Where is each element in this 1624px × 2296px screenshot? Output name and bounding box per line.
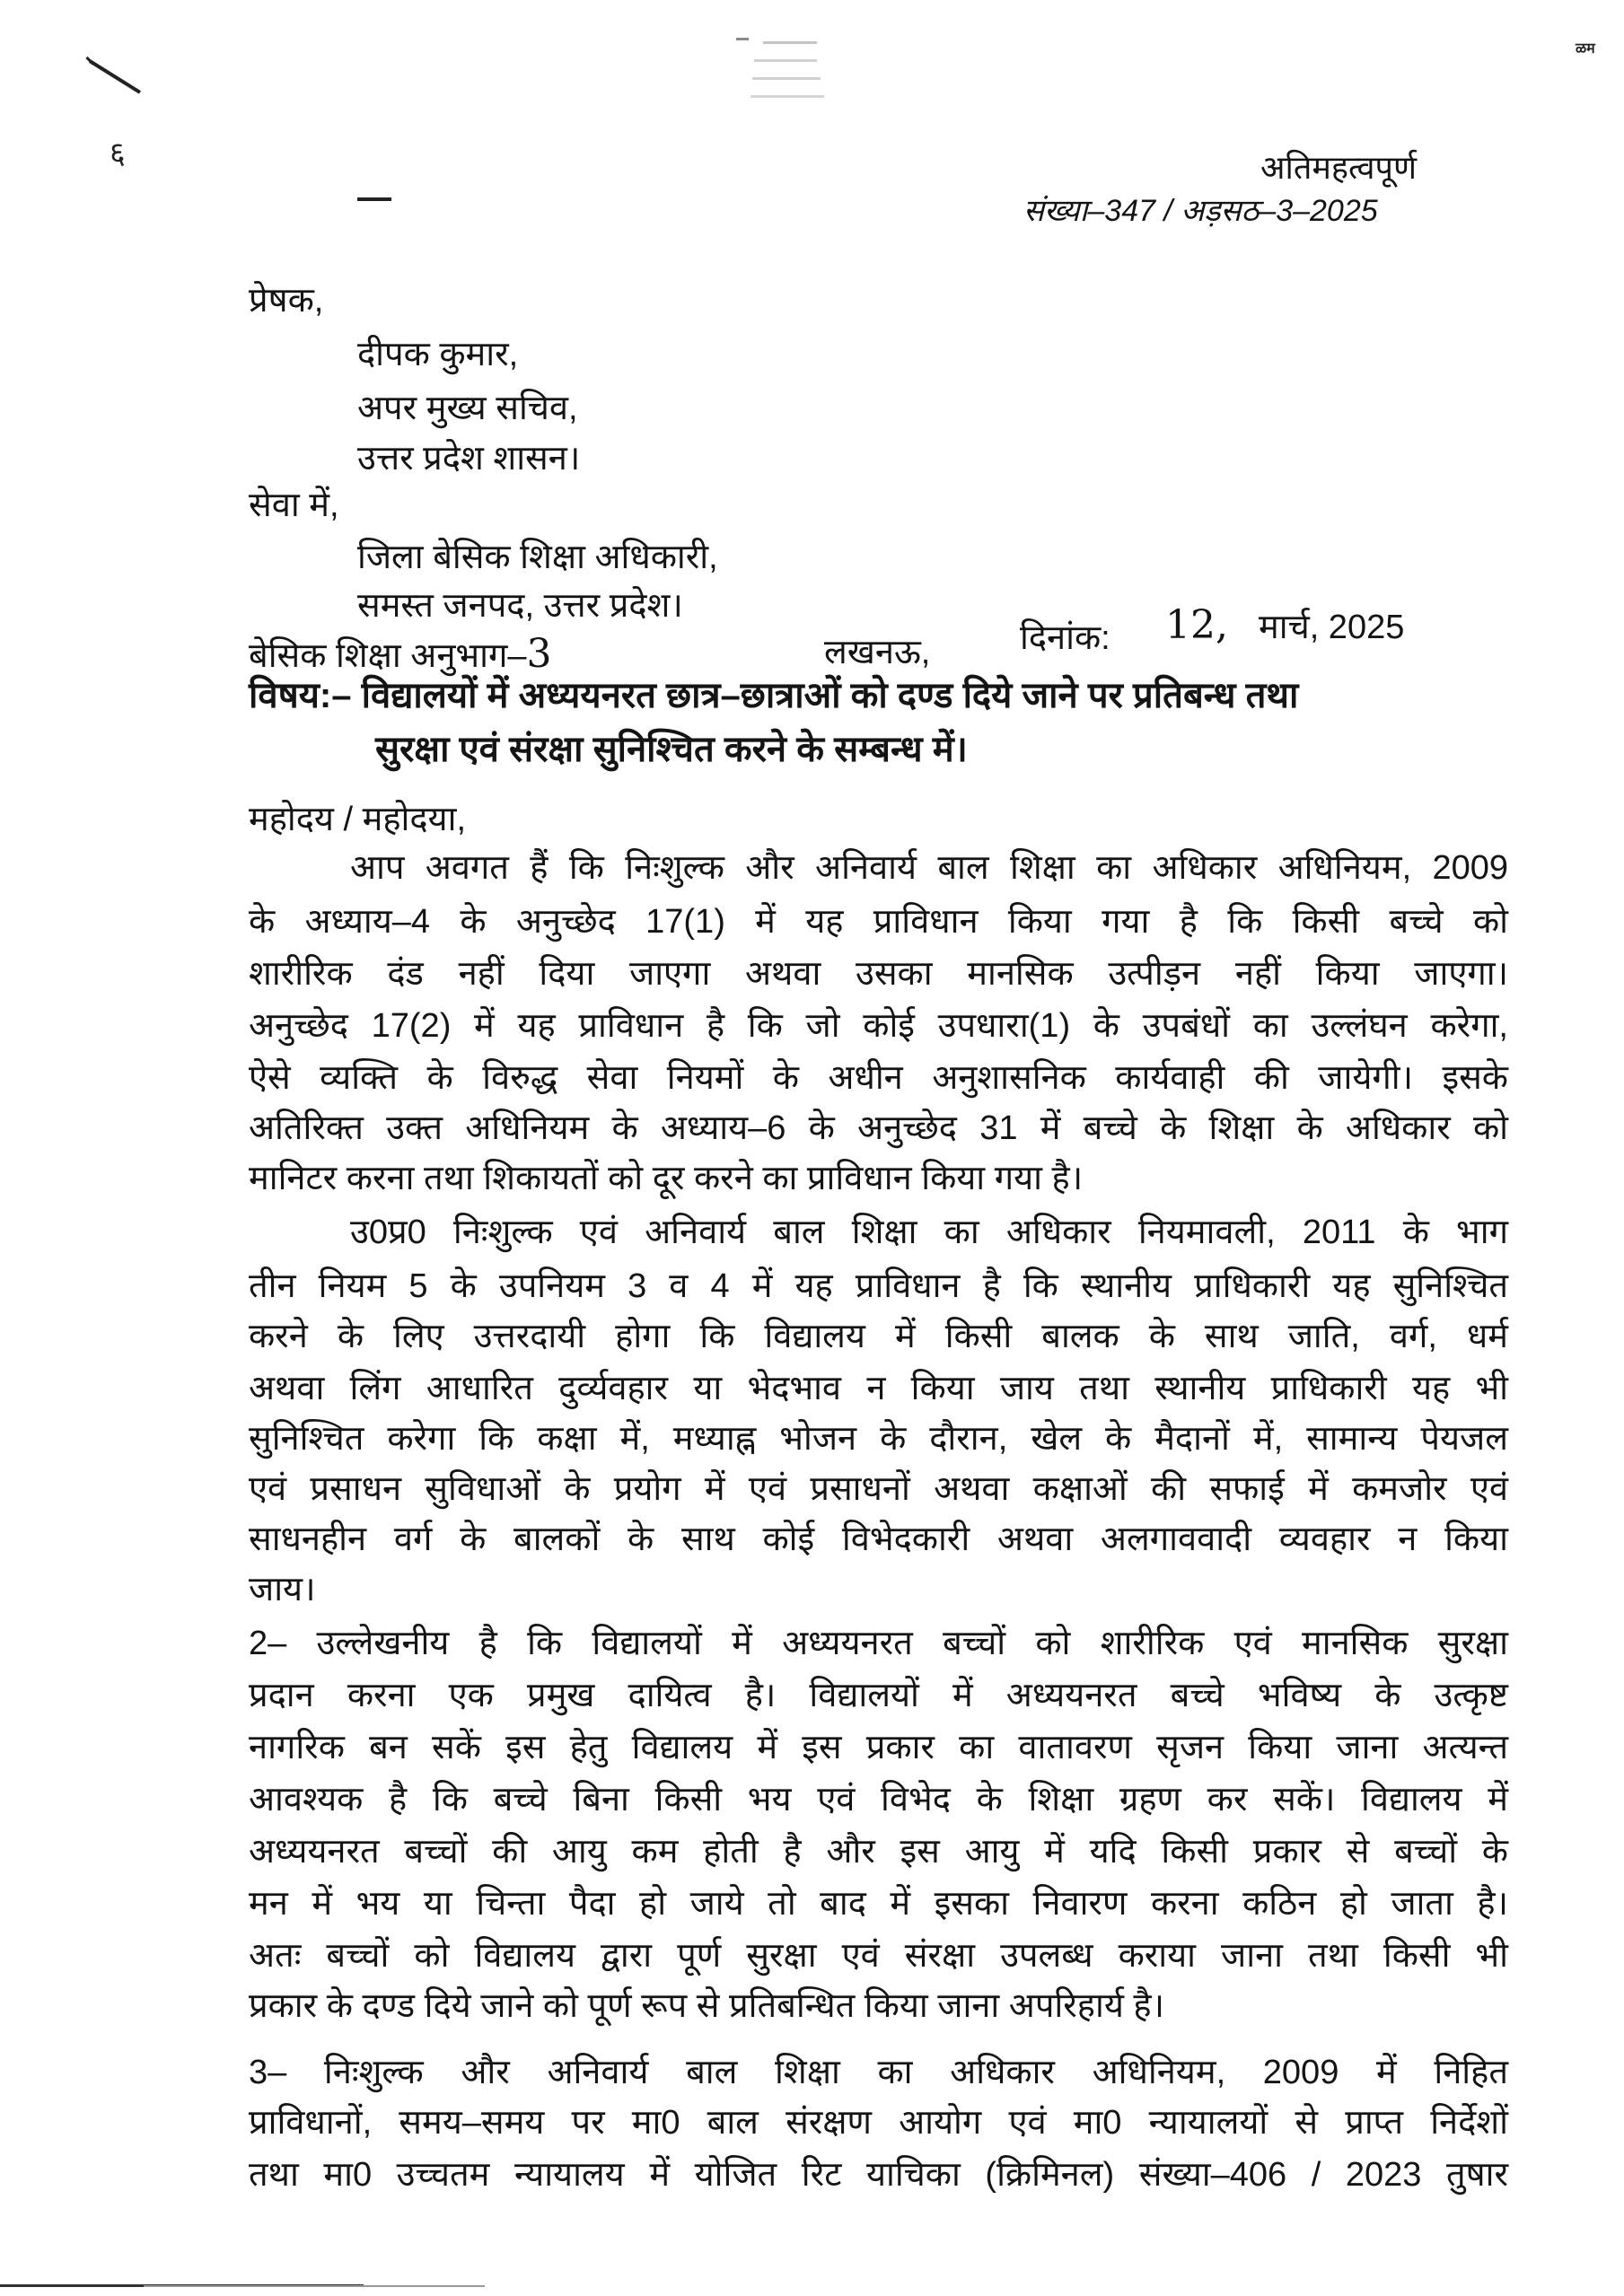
paragraph-line: के अध्याय–4 के अनुच्छेद 17(1) में यह प्राविधान किया गया है कि किसी बच्चे को <box>249 903 1508 941</box>
sender-label: प्रेषक, <box>249 282 324 320</box>
paragraph-line: आवश्यक है कि बच्चे बिना किसी भय एवं विभेद के शिक्षा ग्रहण कर सकें। विद्यालय में <box>249 1781 1508 1818</box>
place: लखनऊ, <box>824 634 931 671</box>
paragraph-line: आप अवगत हैं कि निःशुल्क और अनिवार्य बाल शिक्षा का अधिकार अधिनियम, 2009 <box>350 849 1508 887</box>
corner-mark: ळम <box>1576 41 1595 57</box>
paragraph-line: तीन नियम 5 के उपनियम 3 व 4 में यह प्राविधान है कि स्थानीय प्राधिकारी यह सुनिश्चित <box>249 1267 1508 1305</box>
date-day: 12, <box>1165 602 1228 648</box>
paragraph-line: नागरिक बन सकें इस हेतु विद्यालय में इस प्रकार का वातावरण सृजन किया जाना अत्यन्त <box>249 1729 1508 1766</box>
subject-line-2: सुरक्षा एवं संरक्षा सुनिश्चित करने के सम्बन्ध में। <box>375 730 968 769</box>
recipient-label: सेवा में, <box>249 486 339 524</box>
date-label: दिनांक: <box>1020 619 1110 657</box>
pen-slash-mark <box>89 59 141 93</box>
section-number: 3 <box>526 631 552 677</box>
paragraph-line: सुनिश्चित करेगा कि कक्षा में, मध्याह्न भोजन के दौरान, खेल के मैदानों में, सामान्य पेयजल <box>249 1420 1508 1458</box>
paragraph-line: तथा मा0 उच्चतम न्यायालय में योजित रिट याचिका (क्रिमिनल) संख्या–406 / 2023 तुषार <box>249 2156 1508 2194</box>
paragraph-line: अतः बच्चों को विद्यालय द्वारा पूर्ण सुरक्षा एवं संरक्षा उपलब्ध कराया जाना तथा किसी भी <box>249 1937 1508 1975</box>
paragraph-line: प्रकार के दण्ड दिये जाने को पूर्ण रूप से प्रतिबन्धित किया जाना अपरिहार्य है। <box>249 1987 1164 2025</box>
paragraph-line: अतिरिक्त उक्त अधिनियम के अध्याय–6 के अनुच्छेद 31 में बच्चे के शिक्षा के अधिकार को <box>249 1109 1508 1147</box>
paragraph-line: प्रदान करना एक प्रमुख दायित्व है। विद्यालयों में अध्ययनरत बच्चे भविष्य के उत्कृष्ट <box>249 1677 1508 1714</box>
paragraph-line: मन में भय या चिन्ता पैदा हो जाये तो बाद में इसका निवारण करना कठिन हो जाता है। <box>249 1885 1508 1923</box>
paragraph-line: एवं प्रसाधन सुविधाओं के प्रयोग में एवं प्रसाधनों अथवा कक्षाओं की सफाई में कमजोर एवं <box>249 1470 1508 1508</box>
paragraph-line: करने के लिए उत्तरदायी होगा कि विद्यालय में किसी बालक के साथ जाति, वर्ग, धर्म <box>249 1318 1508 1355</box>
margin-note: ६ <box>110 136 126 171</box>
paragraph-line: उ0प्र0 निःशुल्क एवं अनिवार्य बाल शिक्षा का अधिकार नियमावली, 2011 के भाग <box>350 1214 1508 1251</box>
recipient-designation: जिला बेसिक शिक्षा अधिकारी, <box>357 539 718 576</box>
paragraph-line: अध्ययनरत बच्चों की आयु कम होती है और इस आयु में यदि किसी प्रकार से बच्चों के <box>249 1833 1508 1871</box>
date-month-year: मार्च, 2025 <box>1259 609 1405 646</box>
reference-number: संख्या–347 / अड़सठ–3–2025 <box>1023 194 1378 228</box>
salutation: महोदय / महोदया, <box>249 801 466 838</box>
sender-name: दीपक कुमार, <box>357 336 519 373</box>
sender-office: उत्तर प्रदेश शासन। <box>357 440 581 478</box>
paragraph-line: जाय। <box>249 1571 316 1608</box>
paragraph-line: मानिटर करना तथा शिकायतों को दूर करने का प्राविधान किया गया है। <box>249 1160 1084 1197</box>
paragraph-line: साधनहीन वर्ग के बालकों के साथ कोई विभेदकारी अथवा अलगाववादी व्यवहार न किया <box>249 1520 1508 1558</box>
dash-mark <box>357 197 391 201</box>
subject-line-1: विषय:– विद्यालयों में अध्ययनरत छात्र–छात्राओं को दण्ड दिये जाने पर प्रतिबन्ध तथा <box>249 676 1299 715</box>
faded-stamp <box>736 36 916 117</box>
sender-designation: अपर मुख्य सचिव, <box>357 390 578 427</box>
footer-rule-faint <box>144 2285 485 2287</box>
paragraph-line: शारीरिक दंड नहीं दिया जाएगा अथवा उसका मानसिक उत्पीड़न नहीं किया जाएगा। <box>249 955 1508 993</box>
paragraph-line: 3– निःशुल्क और अनिवार्य बाल शिक्षा का अधिकार अधिनियम, 2009 में निहित <box>249 2054 1508 2091</box>
priority-label: अतिमहत्वपूर्ण <box>1260 149 1418 186</box>
section-name: बेसिक शिक्षा अनुभाग–3 <box>249 631 552 677</box>
paragraph-line: प्राविधानों, समय–समय पर मा0 बाल संरक्षण आयोग एवं मा0 न्यायालयों से प्राप्त निर्देशों <box>249 2104 1508 2142</box>
paragraph-line: अनुच्छेद 17(2) में यह प्राविधान है कि जो कोई उपधारा(1) के उपबंधों का उल्लंघन करेगा, <box>249 1007 1508 1045</box>
paragraph-line: ऐसे व्यक्ति के विरुद्ध सेवा नियमों के अधीन अनुशासनिक कार्यवाही की जायेगी। इसके <box>249 1059 1508 1097</box>
paragraph-line: अथवा लिंग आधारित दुर्व्यवहार या भेदभाव न किया जाय तथा स्थानीय प्राधिकारी यह भी <box>249 1370 1508 1407</box>
recipient-location: समस्त जनपद, उत्तर प्रदेश। <box>357 587 683 625</box>
paragraph-line: 2– उल्लेखनीय है कि विद्यालयों में अध्ययनरत बच्चों को शारीरिक एवं मानसिक सुरक्षा <box>249 1625 1508 1662</box>
